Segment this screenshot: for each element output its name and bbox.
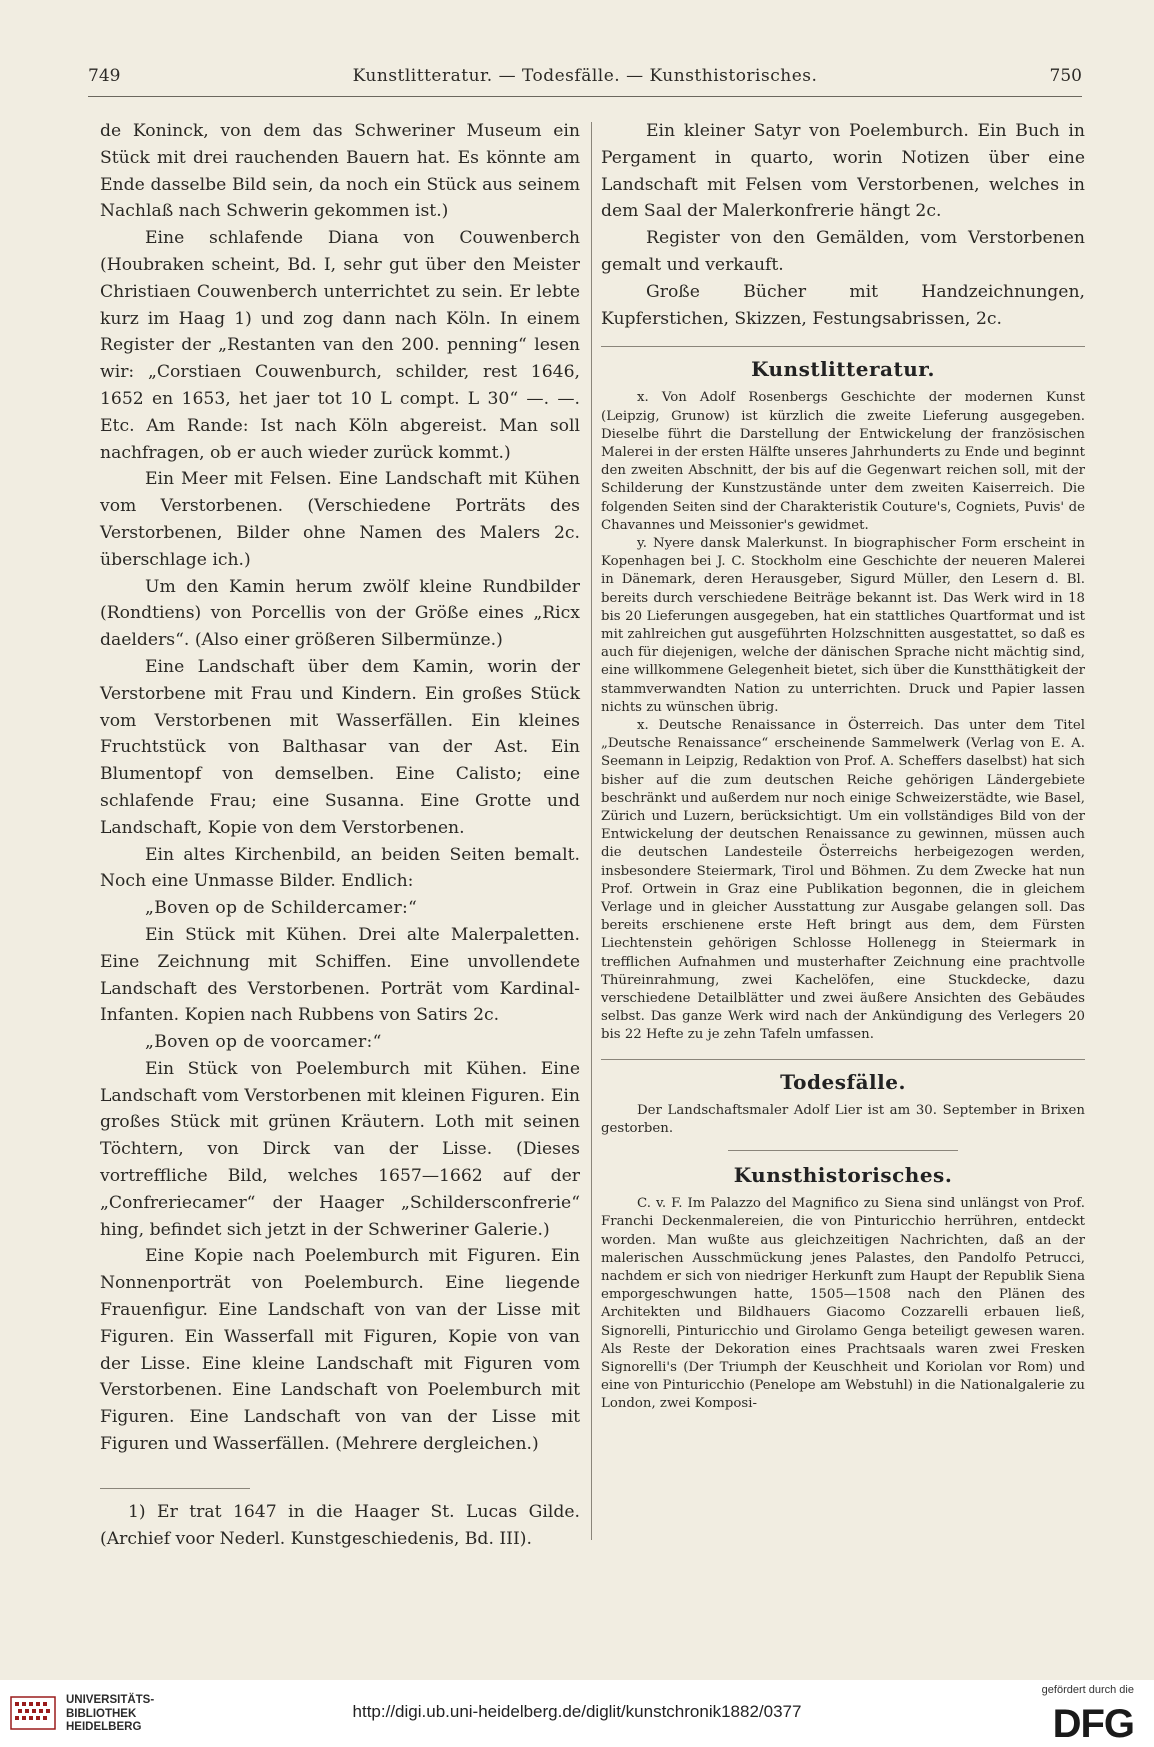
paragraph: Ein altes Kirchenbild, an beiden Seiten bemalt. Noch eine Unmasse Bilder. Endlich: [100,844,580,892]
paragraph: Eine schlafende Diana von Couwenberch (Houbraken scheint, Bd. I, sehr gut über den Meister Christiaen Couwenberch unterrichtet zu sein. Er lebte kurz im Haag 1) und zog dann nach Köln. In einem Register der „Restanten van den 200. penning“ lesen wir: „Corstiaen Couwenburch, schilder, rest 1646, 1652 en 1653, het jaer tot 10 L compt. L 30“ —. —. Etc. Am Rande: Ist nach Köln abgereist. Man soll nachfragen, ob er auch wieder zurück kommt.) [100,228,580,463]
paragraph: Ein Stück von Poelemburch mit Kühen. Eine Landschaft vom Verstorbenen mit kleinen Figuren. Ein großes Stück mit grünen Kräutern. Loth mit seinen Töchtern, von Dirck van der Lisse. (Dieses vortreffliche Bild, welches 1657—1662 auf der „Confreriecamer“ der Haager „Schildersconfrerie“ hing, befindet sich jetzt in der Schweriner Galerie.) [100,1058,580,1240]
section-title-kunstlitteratur: Kunstlitteratur. [751,357,935,382]
column-divider [591,122,592,1540]
paragraph: Große Bücher mit Handzeichnungen, Kupferstichen, Skizzen, Festungsabrissen, 2c. [601,281,1085,329]
footnote: 1) Er trat 1647 in die Haager St. Lucas Gilde. (Archief voor Nederl. Kunstgeschiedenis, Bd. III). [100,1501,580,1549]
header-rule [88,96,1082,97]
paragraph: Register von den Gemälden, vom Verstorbenen gemalt und verkauft. [601,228,1085,275]
news-item: x. Deutsche Renaissance in Österreich. Das unter dem Titel „Deutsche Renaissance“ erscheinende Sammelwerk (Verlag von E. A. Seemann in Leipzig, Redaktion von Prof. A. Scheffers daselbst) hat sich bisher auf die zum deutschen Reiche gehörigen Ländergebiete beschränkt und außerdem nur noch einige Schweizerstädte, wie Basel, Zürich und Luzern, berücksichtigt. Um ein vollständiges Bild von der Entwickelung der deutschen Renaissance zu gewinnen, müssen auch die deutschen Landesteile Österreichs herbeigezogen werden, insbesondere Steiermark, Tirol und Böhmen. Zu dem Zwecke hat nun Prof. Ortwein in Graz eine Publikation begonnen, die in gleichem Verlage und in gleicher Ausstattung zur Ausgabe gelangen soll. Das bereits erschienene erste Heft bringt aus dem, dem Fürsten Liechtenstein gehörigen Schlosse Hollenegg in Steiermark in trefflichen Aufnahmen und musterhafter Zeichnung eine prachtvolle Thüreinrahmung, zwei Kachelöfen, eine Stuckdecke, dazu verschiedene Detailblätter und zwei äußere Ansichten des Gebäudes selbst. Das ganze Werk wird nach der Ankündigung des Verlegers 20 bis 22 Hefte zu je zehn Tafeln umfassen. [601,718,1085,1043]
library-name-line: UNIVERSITÄTS- [66,1694,155,1706]
viewer-footer [0,1680,1154,1747]
section-title-todesfaelle: Todesfälle. [780,1069,906,1094]
library-name-line: HEIDELBERG [66,1721,142,1733]
page-number-left: 749 [88,66,121,86]
dfg-logo: DFG [1052,1702,1134,1746]
paragraph: de Koninck, von dem das Schweriner Museum ein Stück mit drei rauchenden Bauern hat. Es könnte am Ende dasselbe Bild sein, da noch ein Stück aus seinem Nachlaß nach Schwerin gekommen ist.) [100,121,580,222]
running-header [88,66,1082,96]
running-title: Kunstlitteratur. — Todesfälle. — Kunsthistorisches. [352,66,818,86]
news-item: Der Landschaftsmaler Adolf Lier ist am 30. September in Brixen gestorben. [601,1102,1085,1136]
paragraph: Ein Meer mit Felsen. Eine Landschaft mit Kühen vom Verstorbenen. (Verschiedene Porträts des Verstorbenen, Bilder ohne Namen des Malers 2c. überschlage ich.) [100,469,580,570]
right-column [601,118,1085,1414]
footnote-rule [100,1488,250,1489]
source-url-link[interactable]: http://digi.ub.uni-heidelberg.de/diglit/kunstchronik1882/0377 [352,1702,802,1721]
funded-by-label: gefördert durch die [1041,1684,1134,1696]
page-number-right: 750 [1049,66,1082,86]
paragraph: Um den Kamin herum zwölf kleine Rundbilder (Rondtiens) von Porcellis von der Größe eines „Ricx daelders“. (Also einer größeren Silbermünze.) [100,576,580,651]
section-rule [728,1150,958,1151]
news-item: C. v. F. Im Palazzo del Magnifico zu Siena sind unlängst von Prof. Franchi Deckenmalereien, die von Pinturicchio herrühren, entdeckt worden. Man wußte aus gleichzeitigen Nachrichten, daß an der malerischen Ausschmückung jenes Palastes, den Pandolfo Petrucci, nachdem er sich von niedriger Herkunft zum Haupt der Republik Siena emporgeschwungen hatte, 1505—1508 nach den Plänen des Architekten und Bildhauers Giacomo Cozzarelli erbauen ließ, Signorelli, Pinturicchio und Girolamo Genga beteiligt gewesen waren. Als Reste der Dekoration eines Prachtsaals waren zwei Fresken Signorelli's (Der Triumph der Keuschheit und Koriolan vor Rom) und eine von Pinturicchio (Penelope am Webstuhl) in die Nationalgalerie zu London, zwei Komposi- [601,1196,1085,1412]
news-item: y. Nyere dansk Malerkunst. In biographischer Form erscheint in Kopenhagen bei J. C. Stockholm eine Geschichte der neueren Malerei in Dänemark, deren Herausgeber, Sigurd Müller, den Lesern d. Bl. bereits durch verschiedene Beiträge bekannt ist. Das Werk wird in 18 bis 20 Lieferungen ausgegeben, hat ein stattliches Quartformat und ist mit zahlreichen gut ausgeführten Holzschnitten ausgestattet, so daß es auch für diejenigen, welche der dänischen Sprache nicht mächtig sind, eine willkommene Gelegenheit bietet, sich über die Kunstthätigkeit der stammverwandten Nation zu unterrichten. Druck und Papier lassen nichts zu wünschen übrig. [601,536,1085,715]
section-rule [601,346,1085,347]
section-title-kunsthistorisches: Kunsthistorisches. [733,1163,953,1188]
left-column [100,118,580,1552]
paragraph: Ein Stück mit Kühen. Drei alte Malerpaletten. Eine Zeichnung mit Schiffen. Eine unvollendete Landschaft des Verstorbenen. Porträt vom Kardinal-Infanten. Kopien nach Rubbens von Satirs 2c. [100,924,580,1026]
paragraph: Ein kleiner Satyr von Poelemburch. Ein Buch in Pergament in quarto, worin Notizen über eine Landschaft mit Felsen vom Verstorbenen, welches in dem Saal der Malerkonfrerie hängt 2c. [601,121,1085,222]
news-item: x. Von Adolf Rosenbergs Geschichte der modernen Kunst (Leipzig, Grunow) ist kürzlich die zweite Lieferung ausgegeben. Dieselbe führt die Darstellung der Entwickelung der französischen Malerei in der ersten Hälfte unseres Jahrhunderts zu Ende und beginnt den zweiten Abschnitt, der bis auf die Gegenwart reichen soll, mit der Schilderung der Kunstzustände unter dem zweiten Kaiserreich. Die folgenden Seiten sind der Charakteristik Couture's, Cogniets, Puvis' de Chavannes und Meissonier's gewidmet. [601,390,1085,533]
paragraph: Eine Kopie nach Poelemburch mit Figuren. Ein Nonnenporträt von Poelemburch. Eine liegende Frauenfigur. Eine Landschaft von van der Lisse mit Figuren. Ein Wasserfall mit Figuren, Kopie von van der Lisse. Eine kleine Landschaft mit Figuren vom Verstorbenen. Eine Landschaft von Poelemburch mit Figuren. Eine Landschaft von van der Lisse mit Figuren und Wasserfällen. (Mehrere dergleichen.) [100,1246,580,1455]
quote-heading: „Boven op de Schildercamer:“ [145,898,418,919]
library-name-line: BIBLIOTHEK [66,1707,137,1720]
section-rule [601,1059,1085,1060]
paragraph: Eine Landschaft über dem Kamin, worin der Verstorbene mit Frau und Kindern. Ein großes Stück vom Verstorbenen mit Wasserfällen. Ein kleines Fruchtstück von Balthasar van der Ast. Ein Blumentopf von demselben. Eine Calisto; eine schlafende Frau; eine Susanna. Eine Grotte und Landschaft, Kopie von dem Verstorbenen. [100,656,580,838]
quote-heading: „Boven op de voorcamer:“ [145,1032,382,1053]
